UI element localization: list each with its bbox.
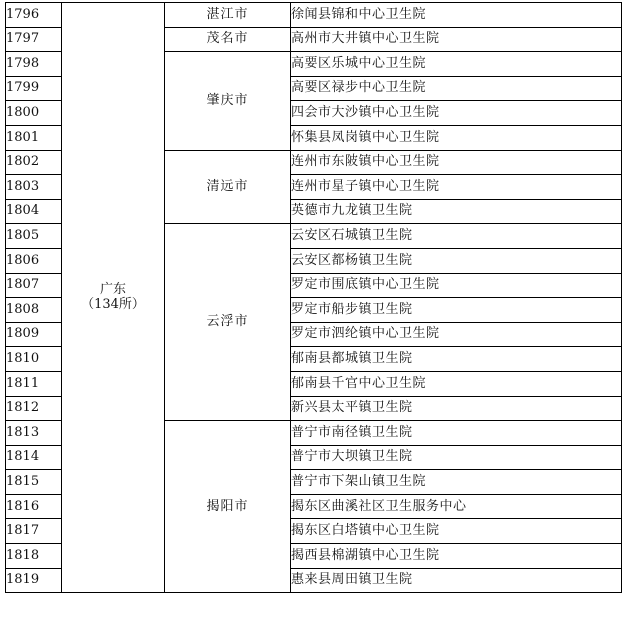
institution-name: 揭西县棉湖镇中心卫生院: [291, 544, 622, 569]
institution-name: 罗定市船步镇卫生院: [291, 298, 622, 323]
row-number: 1818: [6, 544, 62, 569]
row-number: 1802: [6, 150, 62, 175]
row-number: 1817: [6, 519, 62, 544]
row-number: 1813: [6, 421, 62, 446]
institution-name: 徐闻县锦和中心卫生院: [291, 3, 622, 28]
institution-table: [5, 2, 622, 593]
institution-name: 四会市大沙镇中心卫生院: [291, 101, 622, 126]
row-number: 1815: [6, 470, 62, 495]
row-number: 1816: [6, 494, 62, 519]
row-number: 1807: [6, 273, 62, 298]
row-number: 1799: [6, 76, 62, 101]
institution-name: 云安区都杨镇卫生院: [291, 248, 622, 273]
institution-name: 新兴县太平镇卫生院: [291, 396, 622, 421]
institution-name: 郁南县千官中心卫生院: [291, 371, 622, 396]
institution-name: 普宁市南径镇卫生院: [291, 421, 622, 446]
institution-name: 高要区禄步中心卫生院: [291, 76, 622, 101]
institution-name: 普宁市下架山镇卫生院: [291, 470, 622, 495]
institution-name: 云安区石城镇卫生院: [291, 224, 622, 249]
province-name: 广东: [99, 282, 126, 298]
row-number: 1808: [6, 298, 62, 323]
institution-name: 连州市星子镇中心卫生院: [291, 175, 622, 200]
city-cell: 湛江市: [165, 3, 291, 28]
institution-name: 英德市九龙镇卫生院: [291, 199, 622, 224]
institution-name: 揭东区曲溪社区卫生服务中心: [291, 494, 622, 519]
institution-name: 高州市大井镇中心卫生院: [291, 27, 622, 52]
row-number: 1810: [6, 347, 62, 372]
institution-name: 连州市东陂镇中心卫生院: [291, 150, 622, 175]
row-number: 1804: [6, 199, 62, 224]
city-cell: 肇庆市: [165, 52, 291, 150]
row-number: 1806: [6, 248, 62, 273]
institution-name: 高要区乐城中心卫生院: [291, 52, 622, 77]
city-cell: 云浮市: [165, 224, 291, 421]
institution-name: 罗定市围底镇中心卫生院: [291, 273, 622, 298]
row-number: 1805: [6, 224, 62, 249]
row-number: 1803: [6, 175, 62, 200]
row-number: 1812: [6, 396, 62, 421]
row-number: 1819: [6, 568, 62, 593]
row-number: 1796: [6, 3, 62, 28]
row-number: 1811: [6, 371, 62, 396]
row-number: 1814: [6, 445, 62, 470]
city-cell: 茂名市: [165, 27, 291, 52]
province-cell: [62, 3, 165, 593]
institution-name: 揭东区白塔镇中心卫生院: [291, 519, 622, 544]
city-cell: 清远市: [165, 150, 291, 224]
institution-name: 怀集县凤岗镇中心卫生院: [291, 125, 622, 150]
table-body: [6, 3, 622, 593]
institution-name: 罗定市泗纶镇中心卫生院: [291, 322, 622, 347]
city-cell: 揭阳市: [165, 421, 291, 593]
province-count: （134所）: [81, 296, 145, 312]
row-number: 1801: [6, 125, 62, 150]
row-number: 1809: [6, 322, 62, 347]
institution-name: 郁南县都城镇卫生院: [291, 347, 622, 372]
institution-name: 惠来县周田镇卫生院: [291, 568, 622, 593]
row-number: 1798: [6, 52, 62, 77]
institution-name: 普宁市大坝镇卫生院: [291, 445, 622, 470]
row-number: 1797: [6, 27, 62, 52]
row-number: 1800: [6, 101, 62, 126]
table-row: [6, 3, 622, 28]
